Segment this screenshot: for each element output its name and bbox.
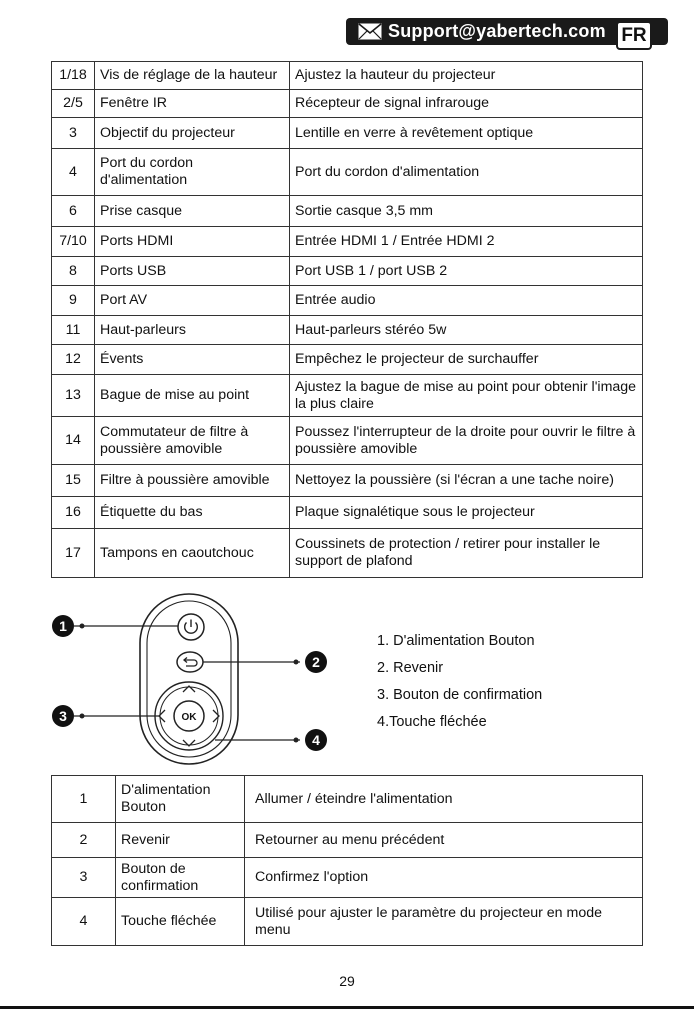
legend-item: 2. Revenir [377, 660, 444, 676]
table-row [52, 776, 643, 823]
part-number: 3 [52, 118, 95, 149]
svg-text:4: 4 [312, 732, 320, 748]
part-name: Commutateur de filtre à poussière amovible [95, 417, 290, 465]
part-description: Ajustez la hauteur du projecteur [290, 62, 643, 90]
part-number: 11 [52, 316, 95, 345]
legend-item: 1. D'alimentation Bouton [377, 633, 535, 649]
part-number: 12 [52, 345, 95, 375]
part-description: Port USB 1 / port USB 2 [290, 257, 643, 286]
callout-badge-3 [52, 705, 74, 727]
button-description: Confirmez l'option [245, 858, 643, 898]
button-name: Touche fléchée [116, 898, 245, 946]
button-number: 3 [52, 858, 116, 898]
part-name: Haut-parleurs [95, 316, 290, 345]
part-description: Nettoyez la poussière (si l'écran a une tache noire) [290, 465, 643, 497]
button-description: Utilisé pour ajuster le paramètre du projecteur en mode menu [245, 898, 643, 946]
part-number: 2/5 [52, 90, 95, 118]
part-description: Sortie casque 3,5 mm [290, 196, 643, 227]
part-name: Objectif du projecteur [95, 118, 290, 149]
remote-legend [377, 628, 542, 736]
button-number: 4 [52, 898, 116, 946]
table-row [52, 823, 643, 858]
part-name: Ports USB [95, 257, 290, 286]
ok-button[interactable] [174, 701, 204, 731]
part-name: Filtre à poussière amovible [95, 465, 290, 497]
part-number: 7/10 [52, 227, 95, 257]
part-number: 4 [52, 149, 95, 196]
part-number: 9 [52, 286, 95, 316]
part-description: Haut-parleurs stéréo 5w [290, 316, 643, 345]
part-number: 15 [52, 465, 95, 497]
ok-label: OK [181, 712, 197, 723]
back-button[interactable] [177, 652, 203, 672]
callout-badge-1 [52, 615, 74, 637]
part-name: Vis de réglage de la hauteur [95, 62, 290, 90]
part-name: Port du cordon d'alimentation [95, 149, 290, 196]
button-number: 1 [52, 776, 116, 823]
table-row [52, 898, 643, 946]
part-number: 17 [52, 529, 95, 578]
part-description: Entrée audio [290, 286, 643, 316]
part-number: 13 [52, 375, 95, 417]
svg-text:1: 1 [59, 618, 67, 634]
legend-item: 3. Bouton de confirmation [377, 687, 543, 703]
part-description: Coussinets de protection / retirer pour installer le support de plafond [290, 529, 643, 578]
button-name: Bouton de confirmation [116, 858, 245, 898]
part-name: Port AV [95, 286, 290, 316]
part-name: Évents [95, 345, 290, 375]
part-name: Bague de mise au point [95, 375, 290, 417]
language-badge: FR [616, 21, 652, 50]
part-name: Tampons en caoutchouc [95, 529, 290, 578]
part-description: Port du cordon d'alimentation [290, 149, 643, 196]
buttons-table [51, 775, 643, 946]
svg-text:3: 3 [59, 708, 67, 724]
callout-badge-4 [305, 729, 327, 751]
part-description: Entrée HDMI 1 / Entrée HDMI 2 [290, 227, 643, 257]
svg-text:2: 2 [312, 654, 320, 670]
part-name: Fenêtre IR [95, 90, 290, 118]
part-name: Étiquette du bas [95, 497, 290, 529]
button-description: Allumer / éteindre l'alimentation [245, 776, 643, 823]
part-number: 14 [52, 417, 95, 465]
part-number: 6 [52, 196, 95, 227]
table-row [52, 858, 643, 898]
part-number: 16 [52, 497, 95, 529]
button-name: D'alimentation Bouton [116, 776, 245, 823]
button-name: Revenir [116, 823, 245, 858]
part-description: Ajustez la bague de mise au point pour obtenir l'image la plus claire [290, 375, 643, 417]
part-description: Lentille en verre à revêtement optique [290, 118, 643, 149]
part-number: 1/18 [52, 62, 95, 90]
part-name: Prise casque [95, 196, 290, 227]
callout-badge-2 [305, 651, 327, 673]
power-button[interactable] [178, 614, 204, 640]
part-description: Empêchez le projecteur de surchauffer [290, 345, 643, 375]
part-number: 8 [52, 257, 95, 286]
button-number: 2 [52, 823, 116, 858]
part-name: Ports HDMI [95, 227, 290, 257]
part-description: Récepteur de signal infrarouge [290, 90, 643, 118]
part-description: Poussez l'interrupteur de la droite pour ouvrir le filtre à poussière amovible [290, 417, 643, 465]
support-email: Support@yabertech.com [388, 21, 606, 41]
page-number: 29 [339, 973, 355, 989]
legend-item: 4.Touche fléchée [377, 714, 487, 730]
part-description: Plaque signalétique sous le projecteur [290, 497, 643, 529]
button-description: Retourner au menu précédent [245, 823, 643, 858]
